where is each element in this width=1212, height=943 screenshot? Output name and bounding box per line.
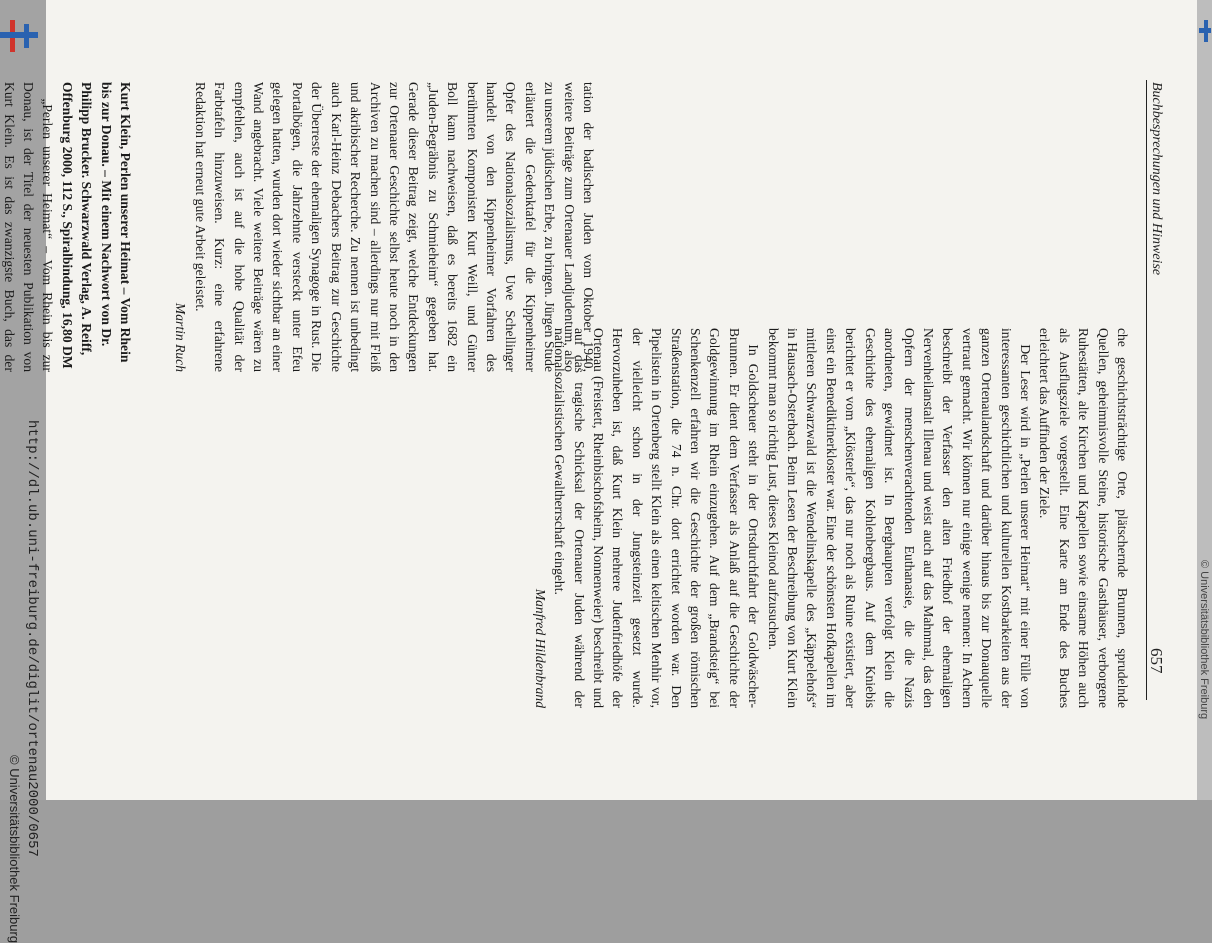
- library-logo-icon-right: [1199, 20, 1211, 42]
- paragraph: „Perlen unserer Heimat“ – Vom Rhein bis zur Donau, ist der Titel der neuesten Publikation von Kurt Klein. Es ist das zwanzigste Buch, das der: [1, 82, 56, 372]
- text-column-left: [0, 82, 598, 372]
- text-column-right: [530, 328, 1132, 708]
- review-signature: Martin Ruch: [173, 302, 189, 372]
- paragraph: tation der badischen Juden vom Oktober 1940, weitere Beiträge zum Ortenauer Landjudentum, also zu unserem jüdischen Erbe, zu bringen. Jürgen Stude erläutert die Gedenktafel für die Kippenheimer Opfer des Nationalsozialismus, Uwe Schellinger handelt von den Kippenheimer Vorfahren des berühmten Komponisten Kurt Weill, und Günter Boll kann nachweisen, daß es bereits 1682 ein „Juden-Begräbnis zu Schmieheim“ gegeben hat. Gerade dieser Beitrag zeigt, welche Entdeckungen zur Ortenauer Geschichte selbst heute noch in den Archiven zu machen sind – allerdings nur mit Fleiß und akribischer Recherche. Zu nennen ist unbedingt auch Karl-Heinz Debachers Beitrag zur Geschichte der Überreste der ehemaligen Synagoge in Rust. Die Portalbögen, die Jahrzehnte versteckt unter Efeu gelegen hatten, wurden dort wieder sichtbar an einer Wand angebracht. Viele weitere Beiträge wären zu empfehlen, auch ist auf die hohe Qualität der Farbtafeln hinzuweisen. Kurz: eine erfahrene Redaktion hat erneut gute Arbeit geleistet.: [192, 82, 596, 372]
- spacer: [135, 82, 171, 372]
- running-head: Buchbesprechungen und Hinweise: [1149, 82, 1164, 276]
- paragraph: che geschichtsträchtige Orte, plätschernde Brunnen, sprudelnde Quellen, geheimnisvolle Steine, historische Gasthäuser, verborgene Ruhestätten, alte Kirchen und Kapellen sowie einsame Höhen auch als Ausflugsziele vorgestellt. Eine Karte am Ende des Buches erleichtert das Auffinden der Ziele.: [1037, 328, 1130, 708]
- library-logo-icon: [0, 20, 38, 52]
- copyright-notice: © Universitätsbibliothek Freiburg: [7, 755, 22, 943]
- paragraph: In Goldscheuer steht in der Ortsdurchfahrt der Goldwäscher-Brunnen. Er dient dem Verfasser als Anlaß auf die Geschichte der Goldgewinnung im Rhein einzugehen. Auf dem „Brandsteig“ bei Schenkenzell erfahren wir die Geschichte der großen römischen Straßenstation, die 74 n. Chr. dort errichtet worden war. Den Pipelistein in Ortenberg stellt Klein als einen keltischen Menhir vor, der vielleicht schon in der Jungsteinzeit gesetzt wurde. Hervorzuheben ist, daß Kurt Klein mehrere Judenfriedhöfe der Ortenau (Freistett, Rheinbischofsheim, Nonnenweier) beschreibt und auf das tragische Schicksal der Ortenauer Juden während der nationalsozialistischen Gewaltherrschaft eingeht.: [552, 328, 762, 708]
- copyright-notice-right: © Universitätsbibliothek Freiburg: [1198, 560, 1210, 720]
- paragraph: Der Leser wird in „Perlen unserer Heimat“ mit einer Fülle von interessanten geschichtlichen und kulturellen Kostbarkeiten aus der ganzen Ortenaulandschaft und darüber hinaus bis zur Donauquelle vertraut gemacht. Wir können nur einige wenige nennen: In Achern beschreibt der Verfasser den alten Friedhof der ehemaligen Nervenheilanstalt Illenau und weist auch auf das Mahnmal, das den Opfern der menschenverachtenden Euthanasie, die die Nazis anordneten, gewidmet ist. In Berghaupten verfolgt Klein die Geschichte des ehemaligen Kohlenbergbaus. Auf dem Kniebis berichtet er vom „Klösterle“, das nur noch als Ruine existiert, aber einst ein Benediktinerkloster war. Eine der schönsten Hofkapellen im mittleren Schwarzwald ist die Wendelinskapelle des „Käppelehofs“ in Hausach-Osterbach. Beim Lesen der Beschreibung von Kurt Klein bekommt man so richtig Lust, dieses Kleinod aufzusuchen.: [765, 328, 1033, 708]
- page-number: 657: [1147, 648, 1166, 674]
- book-citation-heading: Kurt Klein, Perlen unserer Heimat – Vom Rhein bis zur Donau. – Mit einem Nachwort von Dr. Philipp Brucker. Schwarzwald Verlag, A. Reiff, Offenburg 2000, 112 S., Spiralbindung, 16,80 DM: [59, 82, 134, 369]
- page-url[interactable]: http://dl.ub.uni-freiburg.de/diglit/ortenau2000/0657: [24, 420, 40, 857]
- header-rule: [1146, 80, 1147, 700]
- review-signature: Manfred Hildenbrand: [532, 588, 548, 708]
